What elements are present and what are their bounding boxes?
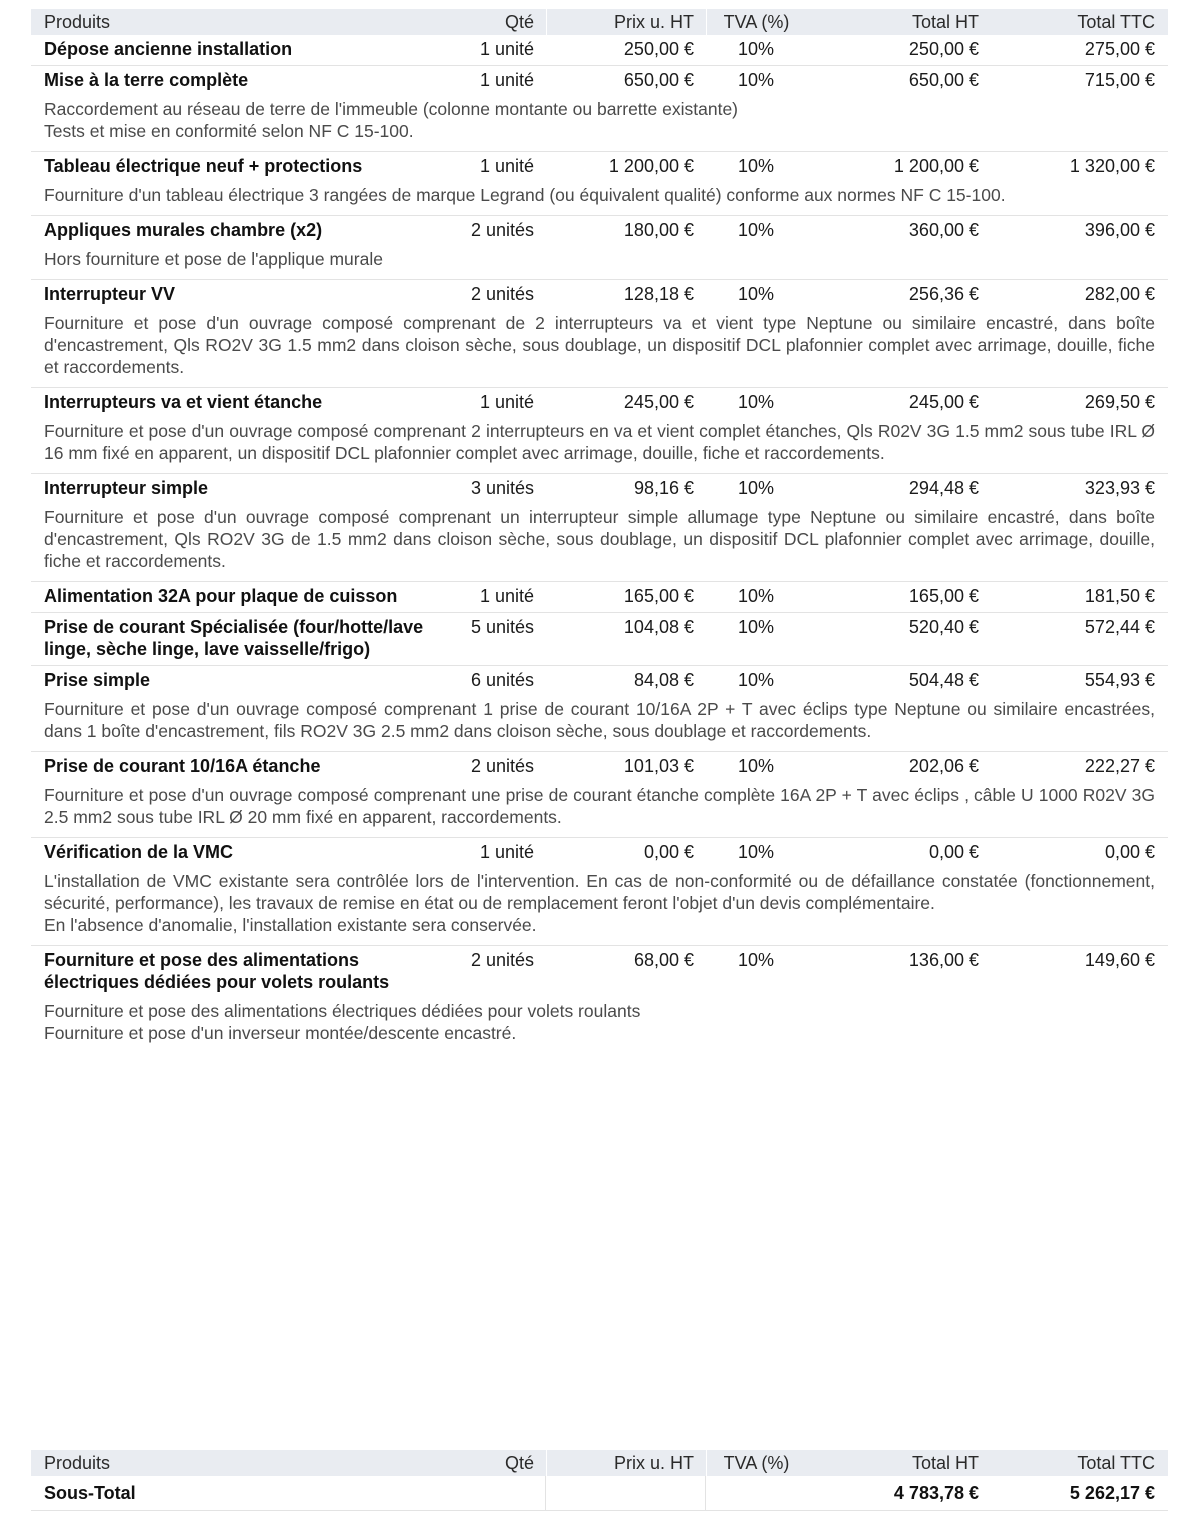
item-main-row: [31, 666, 1168, 696]
item-description-line: Fourniture d'un tableau électrique 3 rangées de marque Legrand (ou équivalent qualité) conforme aux normes NF C 15-100.: [44, 185, 1006, 205]
item-unit-price: 0,00 €: [643, 842, 694, 862]
item-name: Dépose ancienne installation: [44, 39, 293, 59]
item-description-line: Fourniture et pose d'un inverseur montée/descente encastré.: [44, 1023, 517, 1043]
table-row: [31, 666, 1168, 752]
item-description: [31, 868, 1168, 945]
item-qty: 2 unités: [470, 756, 534, 776]
item-vat: 10%: [737, 39, 775, 59]
item-total-ht: 504,48 €: [908, 670, 979, 690]
item-qty: 1 unité: [479, 156, 534, 176]
item-name: Fourniture et pose des alimentations électriques dédiées pour volets roulants: [44, 950, 390, 992]
item-name: Interrupteur simple: [44, 478, 209, 498]
item-total-ttc: 222,27 €: [1084, 756, 1155, 776]
item-name: Interrupteurs va et vient étanche: [44, 392, 323, 412]
item-vat: 10%: [737, 586, 775, 606]
item-unit-price: 180,00 €: [623, 220, 694, 240]
item-description-line: Raccordement au réseau de terre de l'immeuble (colonne montante ou barrette existante): [44, 99, 739, 119]
item-total-ht: 1 200,00 €: [893, 156, 979, 176]
item-qty: 6 unités: [470, 670, 534, 690]
item-description-line: Fourniture et pose d'un ouvrage composé comprenant une prise de courant étanche complète 16A 2P + T avec éclips , câble U 1000 R02V 3G 2.5 mm2 sous tube IRL Ø 20 mm fixé en apparent, raccordements.: [44, 785, 1155, 827]
item-qty: 2 unités: [470, 220, 534, 240]
item-main-row: [31, 35, 1168, 65]
item-unit-price: 245,00 €: [623, 392, 694, 412]
item-main-row: [31, 66, 1168, 96]
item-name: Prise simple: [44, 670, 151, 690]
item-main-row: [31, 946, 1168, 998]
item-total-ttc: 0,00 €: [1104, 842, 1155, 862]
item-total-ht: 136,00 €: [908, 950, 979, 970]
item-main-row: [31, 838, 1168, 868]
item-name: Alimentation 32A pour plaque de cuisson: [44, 586, 398, 606]
header-unit-price: Prix u. HT: [546, 9, 706, 35]
item-vat: 10%: [737, 617, 775, 637]
summary-header-qty: Qté: [504, 1453, 534, 1473]
item-qty: 2 unités: [470, 950, 534, 970]
item-main-row: [31, 388, 1168, 418]
item-description: [31, 310, 1168, 387]
item-description: [31, 696, 1168, 751]
item-total-ttc: 282,00 €: [1084, 284, 1155, 304]
item-qty: 1 unité: [479, 392, 534, 412]
table-row: [31, 582, 1168, 613]
table-row: [31, 66, 1168, 152]
item-main-row: [31, 582, 1168, 612]
item-description: [31, 246, 1168, 279]
item-total-ttc: 572,44 €: [1084, 617, 1155, 637]
item-description: [31, 504, 1168, 581]
quote-items-table: [31, 9, 1168, 1053]
item-unit-price: 128,18 €: [623, 284, 694, 304]
item-vat: 10%: [737, 156, 775, 176]
table-row: [31, 388, 1168, 474]
item-qty: 1 unité: [479, 586, 534, 606]
item-total-ht: 294,48 €: [908, 478, 979, 498]
item-description-line: Tests et mise en conformité selon NF C 15-100.: [44, 121, 414, 141]
item-unit-price: 250,00 €: [623, 39, 694, 59]
header-vat: TVA (%): [706, 9, 806, 35]
item-main-row: [31, 216, 1168, 246]
item-total-ht: 250,00 €: [908, 39, 979, 59]
item-total-ht: 165,00 €: [908, 586, 979, 606]
item-description-line: Hors fourniture et pose de l'applique murale: [44, 249, 383, 269]
item-total-ttc: 715,00 €: [1084, 70, 1155, 90]
item-unit-price: 1 200,00 €: [608, 156, 694, 176]
item-vat: 10%: [737, 284, 775, 304]
subtotal-label: Sous-Total: [44, 1483, 136, 1503]
item-unit-price: 104,08 €: [623, 617, 694, 637]
item-unit-price: 650,00 €: [623, 70, 694, 90]
table-row: [31, 474, 1168, 582]
table-row: [31, 280, 1168, 388]
item-main-row: [31, 152, 1168, 182]
item-main-row: [31, 280, 1168, 310]
table-row: [31, 838, 1168, 946]
item-name: Tableau électrique neuf + protections: [44, 156, 363, 176]
item-description-line: L'installation de VMC existante sera contrôlée lors de l'intervention. En cas de non-conformité ou de défaillance constatée (fonctionnement, sécurité, performance), les travaux de remise en état ou de remplacement feront l'objet d'un devis complémentaire.: [44, 871, 1155, 913]
header-products: Produits: [44, 12, 111, 32]
item-description: [31, 418, 1168, 473]
item-description: [31, 96, 1168, 151]
table-row: [31, 216, 1168, 280]
item-total-ttc: 269,50 €: [1084, 392, 1155, 412]
item-qty: 1 unité: [479, 842, 534, 862]
item-description-line: En l'absence d'anomalie, l'installation existante sera conservée.: [44, 915, 537, 935]
table-row: [31, 752, 1168, 838]
header-total-ht: Total HT: [911, 12, 979, 32]
item-unit-price: 84,08 €: [633, 670, 694, 690]
item-main-row: [31, 474, 1168, 504]
item-name: Prise de courant 10/16A étanche: [44, 756, 321, 776]
subtotal-total-ttc: 5 262,17 €: [1069, 1483, 1155, 1503]
summary-header-unit-price: Prix u. HT: [546, 1450, 706, 1476]
item-total-ht: 202,06 €: [908, 756, 979, 776]
item-total-ttc: 1 320,00 €: [1069, 156, 1155, 176]
item-description-line: Fourniture et pose des alimentations électriques dédiées pour volets roulants: [44, 1001, 641, 1021]
item-total-ht: 245,00 €: [908, 392, 979, 412]
item-total-ttc: 149,60 €: [1084, 950, 1155, 970]
item-description-line: Fourniture et pose d'un ouvrage composé comprenant de 2 interrupteurs va et vient type Neptune ou similaire encastré, dans boîte d'encastrement, Qls RO2V 3G 1.5 mm2 dans cloison sèche, sous doublage, un dispositif DCL plafonnier complet avec arrimage, douille, fiche et raccordements.: [44, 313, 1155, 377]
item-qty: 5 unités: [470, 617, 534, 637]
item-name: Prise de courant Spécialisée (four/hotte/lave linge, sèche linge, lave vaisselle/frigo): [44, 617, 424, 659]
table-row: [31, 613, 1168, 666]
subtotal-vat: [706, 1476, 806, 1510]
item-description-line: Fourniture et pose d'un ouvrage composé comprenant un interrupteur simple allumage type Neptune ou similaire encastré, dans boîte d'encastrement, Qls RO2V 3G de 1.5 mm2 dans cloison sèche, sous doublage, un dispositif DCL plafonnier complet avec arrimage, douille, fiche et raccordements.: [44, 507, 1155, 571]
item-name: Appliques murales chambre (x2): [44, 220, 323, 240]
summary-header: [31, 1450, 1168, 1476]
item-vat: 10%: [737, 478, 775, 498]
item-name: Mise à la terre complète: [44, 70, 249, 90]
item-unit-price: 165,00 €: [623, 586, 694, 606]
item-total-ht: 520,40 €: [908, 617, 979, 637]
item-vat: 10%: [737, 670, 775, 690]
table-row: [31, 35, 1168, 66]
summary-header-total-ttc: Total TTC: [1077, 1453, 1155, 1473]
subtotal-price: [546, 1476, 706, 1510]
table-row: [31, 152, 1168, 216]
item-vat: 10%: [737, 842, 775, 862]
item-name: Interrupteur VV: [44, 284, 176, 304]
item-qty: 2 unités: [470, 284, 534, 304]
summary-header-total-ht: Total HT: [911, 1453, 979, 1473]
item-total-ttc: 275,00 €: [1084, 39, 1155, 59]
summary-header-products: Produits: [44, 1453, 111, 1473]
item-unit-price: 68,00 €: [633, 950, 694, 970]
item-description: [31, 782, 1168, 837]
subtotal-total-ht: 4 783,78 €: [893, 1483, 979, 1503]
summary-header-vat: TVA (%): [706, 1450, 806, 1476]
item-unit-price: 101,03 €: [623, 756, 694, 776]
item-total-ttc: 396,00 €: [1084, 220, 1155, 240]
item-unit-price: 98,16 €: [633, 478, 694, 498]
item-total-ttc: 181,50 €: [1084, 586, 1155, 606]
item-description-line: Fourniture et pose d'un ouvrage composé comprenant 2 interrupteurs en va et vient complet étanches, Qls R02V 3G 1.5 mm2 sous tube IRL Ø 16 mm fixé en apparent, un dispositif DCL plafonnier complet avec arrimage, douille, fiche et raccordements.: [44, 421, 1155, 463]
item-vat: 10%: [737, 392, 775, 412]
item-qty: 1 unité: [479, 70, 534, 90]
item-total-ht: 0,00 €: [928, 842, 979, 862]
summary-table: [31, 1450, 1168, 1511]
item-main-row: [31, 613, 1168, 665]
item-vat: 10%: [737, 950, 775, 970]
item-name: Vérification de la VMC: [44, 842, 234, 862]
subtotal-row: [31, 1476, 1168, 1511]
item-main-row: [31, 752, 1168, 782]
item-total-ht: 360,00 €: [908, 220, 979, 240]
item-vat: 10%: [737, 756, 775, 776]
item-total-ht: 256,36 €: [908, 284, 979, 304]
table-header: [31, 9, 1168, 35]
header-qty: Qté: [504, 12, 534, 32]
item-description: [31, 182, 1168, 215]
item-total-ht: 650,00 €: [908, 70, 979, 90]
item-vat: 10%: [737, 70, 775, 90]
items-body: [31, 35, 1168, 1053]
item-total-ttc: 323,93 €: [1084, 478, 1155, 498]
item-description-line: Fourniture et pose d'un ouvrage composé comprenant 1 prise de courant 10/16A 2P + T avec éclips type Neptune ou similaire encastrées, dans 1 boîte d'encastrement, fils RO2V 3G 2.5 mm2 dans cloison sèche, sous doublage et raccordements.: [44, 699, 1155, 741]
item-qty: 1 unité: [479, 39, 534, 59]
header-total-ttc: Total TTC: [1077, 12, 1155, 32]
item-total-ttc: 554,93 €: [1084, 670, 1155, 690]
item-description: [31, 998, 1168, 1053]
table-row: [31, 946, 1168, 1053]
item-vat: 10%: [737, 220, 775, 240]
item-qty: 3 unités: [470, 478, 534, 498]
subtotal-qty: [436, 1476, 546, 1510]
